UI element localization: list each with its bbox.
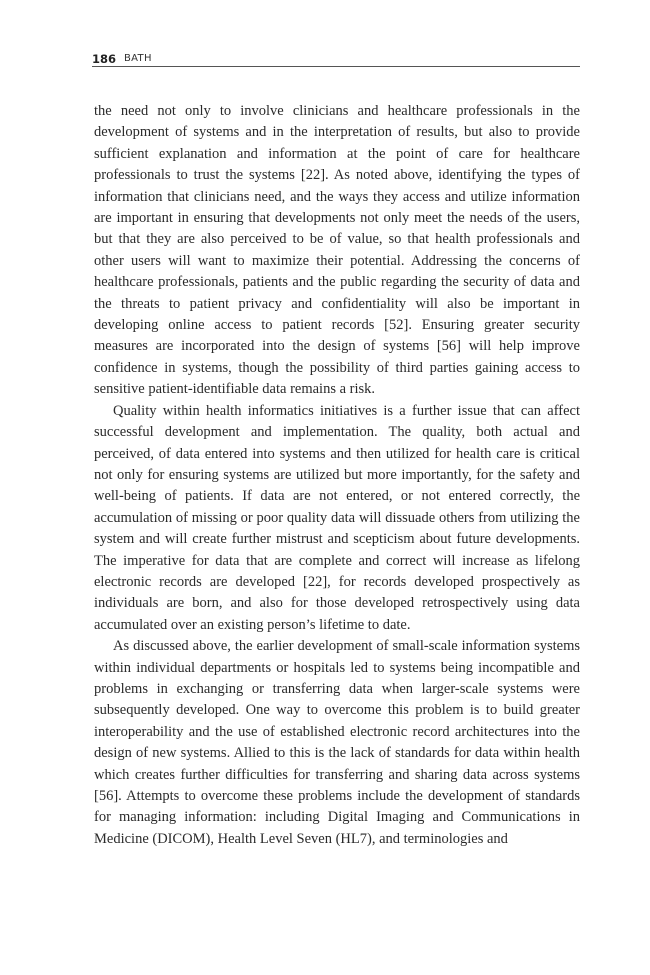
page-header xyxy=(92,50,580,67)
page-number: 186 xyxy=(92,52,117,66)
page-body xyxy=(94,101,580,850)
body-paragraph-2: Quality within health informatics initiatives is a further issue that can affect successful development and implementation. The quality, both actual and perceived, of data entered into systems and then utilized for health care is critical not only for ensuring systems are utilized but more importantly, for the safety and well-being of patients. If data are not entered, or not entered correctly, the accumulation of missing or poor quality data will dissuade others from utilizing the system and will create further mistrust and scepticism about future developments. The imperative for data that are complete and correct will increase as lifelong electronic records are developed [22], for records developed prospectively as individuals are born, and also for those developed retrospectively using data accumulated over an existing person’s lifetime to date. xyxy=(94,402,580,633)
running-head: BATH xyxy=(124,53,152,64)
body-paragraph-3: As discussed above, the earlier development of small-scale information systems within individual departments or hospitals led to systems being incompatible and problems in exchanging or transferring data when larger-scale systems were subsequently developed. One way to overcome this problem is to build greater interoperability and the use of established electronic record architectures into the design of new systems. Allied to this is the lack of standards for data within health which creates further difficulties for transferring and sharing data across systems [56]. Attempts to overcome these problems include the development of standards for managing information: including Digital Imaging and Communications in Medicine (DICOM), Health Level Seven (HL7), and terminologies and xyxy=(94,638,580,847)
body-paragraph-1: the need not only to involve clinicians and healthcare professionals in the development of systems and in the interpretation of results, but also to provide sufficient explanation and information at the point of care for healthcare professionals to trust the systems [22]. As noted above, identifying the types of information that clinicians need, and the ways they access and utilize information are important in ensuring that developments not only meet the needs of the users, but that they are also perceived to be of value, so that health professionals and other users will want to maximize their potential. Addressing the concerns of healthcare professionals, patients and the public regarding the security of data and the threats to patient privacy and confidentiality will also be important in developing online access to patient records [52]. Ensuring greater security measures are incorporated into the design of systems [56] will help improve confidence in systems, though the possibility of third parties gaining access to sensitive patient-identifiable data remains a risk. xyxy=(94,103,580,398)
